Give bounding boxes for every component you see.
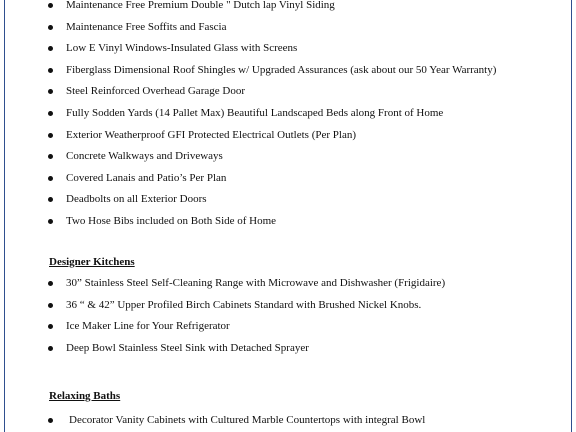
list-item xyxy=(0,340,576,362)
bath-features-list xyxy=(0,412,576,432)
bullet-icon xyxy=(48,281,53,286)
list-item xyxy=(0,83,576,105)
list-item-text: Low E Vinyl Windows-Insulated Glass with Screens xyxy=(66,42,298,55)
list-item xyxy=(0,127,576,149)
list-item-text: Maintenance Free Soffits and Fascia xyxy=(66,20,227,33)
list-item-text: Deep Bowl Stainless Steel Sink with Detached Sprayer xyxy=(66,341,309,354)
list-item xyxy=(0,0,576,19)
list-item-text: Maintenance Free Premium Double " Dutch lap Vinyl Siding xyxy=(66,0,335,11)
bullet-icon xyxy=(48,346,53,351)
bullet-icon xyxy=(48,219,53,224)
bullet-icon xyxy=(48,89,53,94)
bullet-icon xyxy=(48,176,53,181)
list-item-text: Concrete Walkways and Driveways xyxy=(66,150,223,163)
list-item xyxy=(0,105,576,127)
bullet-icon xyxy=(48,303,53,308)
list-item-text: Covered Lanais and Patio’s Per Plan xyxy=(66,171,227,184)
list-item xyxy=(0,191,576,213)
bullet-icon xyxy=(48,68,53,73)
list-item-text: Ice Maker Line for Your Refrigerator xyxy=(66,320,230,333)
section-heading-baths: Relaxing Baths xyxy=(49,390,121,402)
list-item xyxy=(0,62,576,84)
list-item-text: Exterior Weatherproof GFI Protected Electrical Outlets (Per Plan) xyxy=(66,128,357,141)
kitchen-features-list xyxy=(0,275,576,361)
list-item-text: Deadbolts on all Exterior Doors xyxy=(66,193,207,206)
list-item xyxy=(0,297,576,319)
bullet-icon xyxy=(48,46,53,51)
list-item xyxy=(0,148,576,170)
list-item xyxy=(0,412,576,432)
list-item-text: Fiberglass Dimensional Roof Shingles w/ Upgraded Assurances (ask about our 50 Year Warranty) xyxy=(66,63,497,76)
list-item-text: Decorator Vanity Cabinets with Cultured Marble Countertops with integral Bowl xyxy=(69,414,426,426)
bullet-icon xyxy=(48,154,53,159)
list-item xyxy=(0,40,576,62)
list-item-text: 36 “ & 42” Upper Profiled Birch Cabinets Standard with Brushed Nickel Knobs. xyxy=(66,298,422,311)
bullet-icon xyxy=(48,25,53,30)
list-item-text: Fully Sodden Yards (14 Pallet Max) Beautiful Landscaped Beds along Front of Home xyxy=(66,106,444,119)
list-item xyxy=(0,318,576,340)
list-item xyxy=(0,19,576,41)
bullet-icon xyxy=(48,111,53,116)
list-item-text: Steel Reinforced Overhead Garage Door xyxy=(66,85,245,98)
list-item xyxy=(0,213,576,235)
list-item-text: Two Hose Bibs included on Both Side of Home xyxy=(66,214,277,227)
bullet-icon xyxy=(48,324,53,329)
bullet-icon xyxy=(48,3,53,8)
section-heading-kitchens: Designer Kitchens xyxy=(49,256,135,268)
list-item xyxy=(0,275,576,297)
bullet-icon xyxy=(48,418,53,423)
bullet-icon xyxy=(48,133,53,138)
list-item-text: 30” Stainless Steel Self-Cleaning Range with Microwave and Dishwasher (Frigidaire) xyxy=(66,277,446,289)
list-item xyxy=(0,170,576,192)
bullet-icon xyxy=(48,197,53,202)
